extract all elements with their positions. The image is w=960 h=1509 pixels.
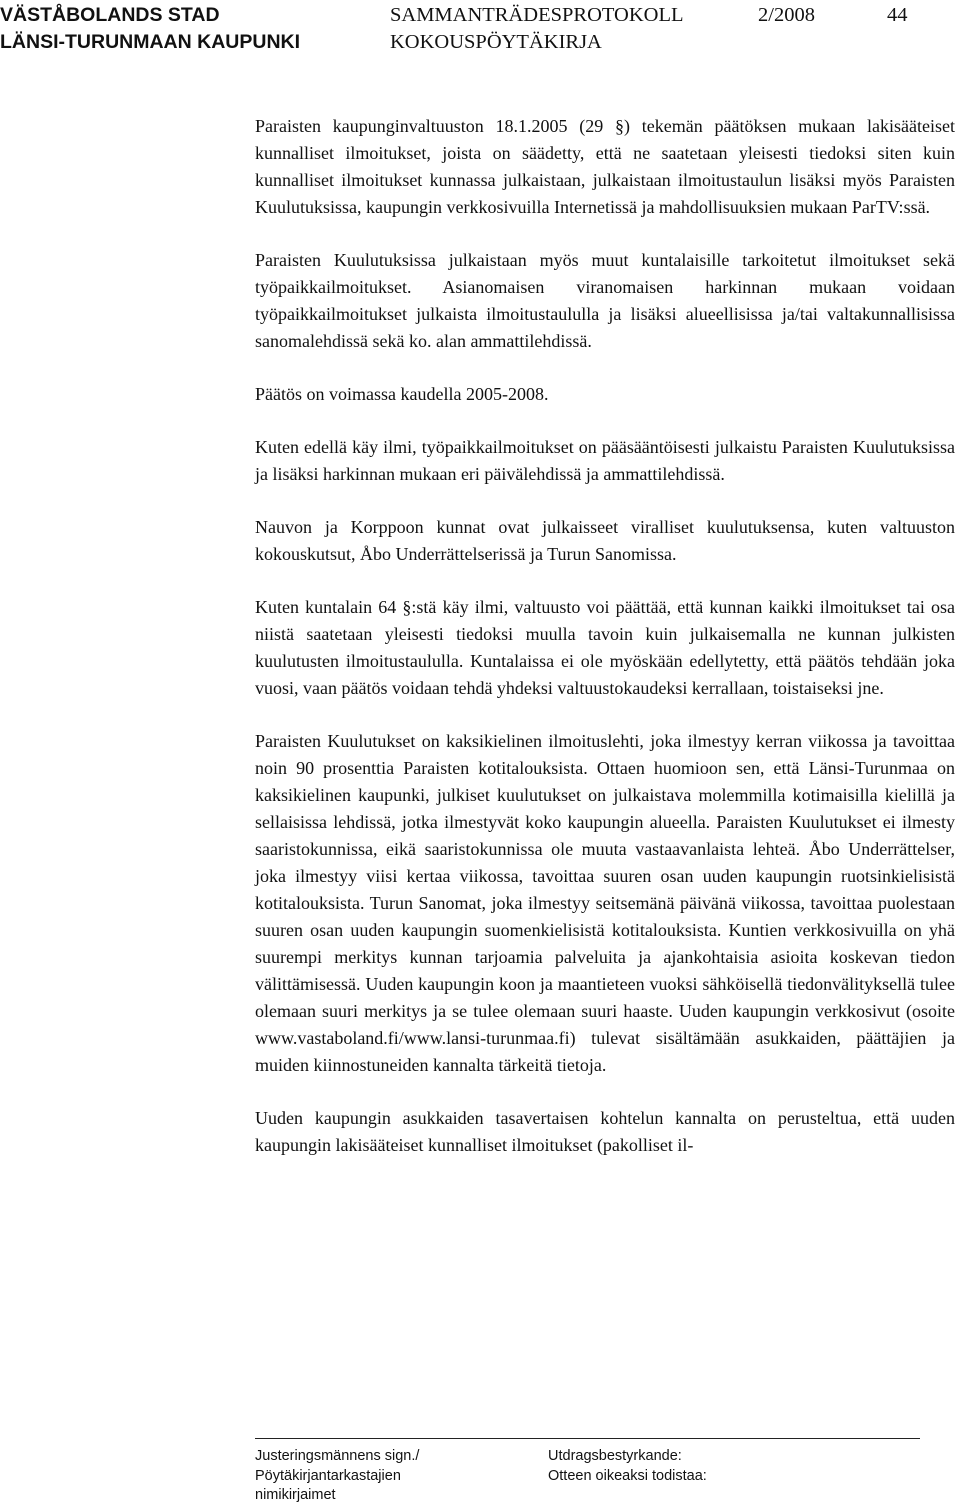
paragraph: Nauvon ja Korppoon kunnat ovat julkaisseet viralliset kuulutuksensa, kuten valtuuston kokouskutsut, Åbo Underrättelserissä ja Turun Sanomissa. — [255, 517, 955, 564]
doc-number: 2/2008 — [758, 4, 815, 26]
paragraph: Uuden kaupungin asukkaiden tasavertaisen kohtelun kannalta on perusteltua, että uuden kaupungin lakisääteiset kunnalliset ilmoitukset (pakolliset il- — [255, 1108, 955, 1155]
page-header — [0, 2, 960, 62]
paragraph: Päätös on voimassa kaudella 2005-2008. — [255, 384, 549, 404]
footer-cert-label-sv: Utdragsbestyrkande: — [548, 1448, 682, 1464]
page-number: 44 — [887, 4, 908, 26]
footer-divider — [255, 1438, 920, 1439]
paragraph: Paraisten Kuulutuksissa julkaistaan myös muut kuntalaisille tarkoitetut ilmoitukset sekä työpaikkailmoitukset. Asianomaisen viranomaisen harkinnan mukaan voidaan työpaikkailmoitukset julkaista ilmoitustaululla ja lisäksi alueellisissa ja/tai valtakunnallisissa sanomalehdissä sekä ko. alan ammattilehdissä. — [255, 250, 955, 351]
footer-sign-label-fi-2: nimikirjaimet — [255, 1487, 336, 1503]
footer-certification-block — [548, 1447, 868, 1486]
footer-sign-label-sv: Justeringsmännens sign./ — [255, 1448, 420, 1464]
doc-type-swedish: SAMMANTRÄDESPROTOKOLL — [390, 4, 684, 26]
paragraph: Paraisten Kuulutukset on kaksikielinen ilmoituslehti, joka ilmestyy kerran viikossa ja tavoittaa noin 90 prosenttia Paraisten kotitalouksista. Ottaen huomioon sen, että Länsi-Turunmaa on kaksikielinen kaupunki, julkiset kuulutukset on julkaistava molemmilla kotimaisilla kielillä ja sellaisissa lehdissä, jotka ilmestyvät koko kaupungin alueella. Paraisten Kuulutukset ei ilmesty saaristokunnissa, eikä saaristokunnissa ole muuta vastaavanlaista lehteä. Åbo Underrättelser, joka ilmestyy viisi kertaa viikossa, tavoittaa suuren osan uuden kaupungin ruotsinkielisistä kotitalouksista. Turun Sanomat, joka ilmestyy seitsemänä päivänä viikossa, tavoittaa puolestaan suuren osan uuden kaupungin suomenkielisistä kotitalouksista. Kuntien verkkosivuilla on yhä suurempi merkitys kunnan tarjoamia palveluita ja ajankohtaisia asioita koskevan tiedon välittämisessä. Uuden kaupungin koon ja maantieteen vuoksi sähköisellä tiedonvälityksellä tulee olemaan suuri merkitys ja se tulee olemaan suuri haaste. Uuden kaupungin verkkosivut (osoite www.vastaboland.fi/www.lansi-turunmaa.fi) tulevat sisältämään asukkaiden, päättäjien ja muiden kiinnostuneiden kannalta tärkeitä tietoja. — [255, 731, 955, 1075]
footer-sign-label-fi: Pöytäkirjantarkastajien — [255, 1467, 401, 1484]
org-name-swedish: VÄSTÅBOLANDS STAD — [0, 4, 220, 26]
paragraph: Kuten kuntalain 64 §:stä käy ilmi, valtuusto voi päättää, että kunnan kaikki ilmoitukset tai osa niistä saatetaan yleisesti tiedoksi muulla tavoin kuin julkaisemalla ne kunnan julkisten kuulutusten ilmoitustaululla. Kuntalaissa ei ole myöskään edellytetty, että päätös tehdään joka vuosi, vaan päätös voidaan tehdä yhdeksi valtuustokaudeksi kerrallaan, toistaiseksi jne. — [255, 597, 955, 698]
paragraph: Paraisten kaupunginvaltuuston 18.1.2005 (29 §) tekemän päätöksen mukaan lakisääteiset kunnalliset ilmoitukset, joista on säädetty, että ne saatetaan yleisesti tiedoksi siten kuin kunnalliset ilmoitukset kunnassa julkaistaan, julkaistaan ilmoitustaulun lisäksi myös Paraisten Kuulutuksissa, kaupungin verkkosivuilla Internetissä ja mahdollisuuksien mukaan ParTV:ssä. — [255, 116, 955, 217]
paragraph: Kuten edellä käy ilmi, työpaikkailmoitukset on pääsääntöisesti julkaistu Paraisten Kuulutuksissa ja lisäksi harkinnan mukaan eri päivälehdissä ja ammattilehdissä. — [255, 437, 955, 484]
doc-type-finnish: KOKOUSPÖYTÄKIRJA — [390, 31, 602, 53]
footer-cert-label-fi: Otteen oikeaksi todistaa: — [548, 1467, 707, 1484]
org-name-finnish: LÄNSI-TURUNMAAN KAUPUNKI — [0, 31, 301, 53]
footer-signature-block — [255, 1447, 475, 1506]
document-body — [255, 113, 955, 1185]
